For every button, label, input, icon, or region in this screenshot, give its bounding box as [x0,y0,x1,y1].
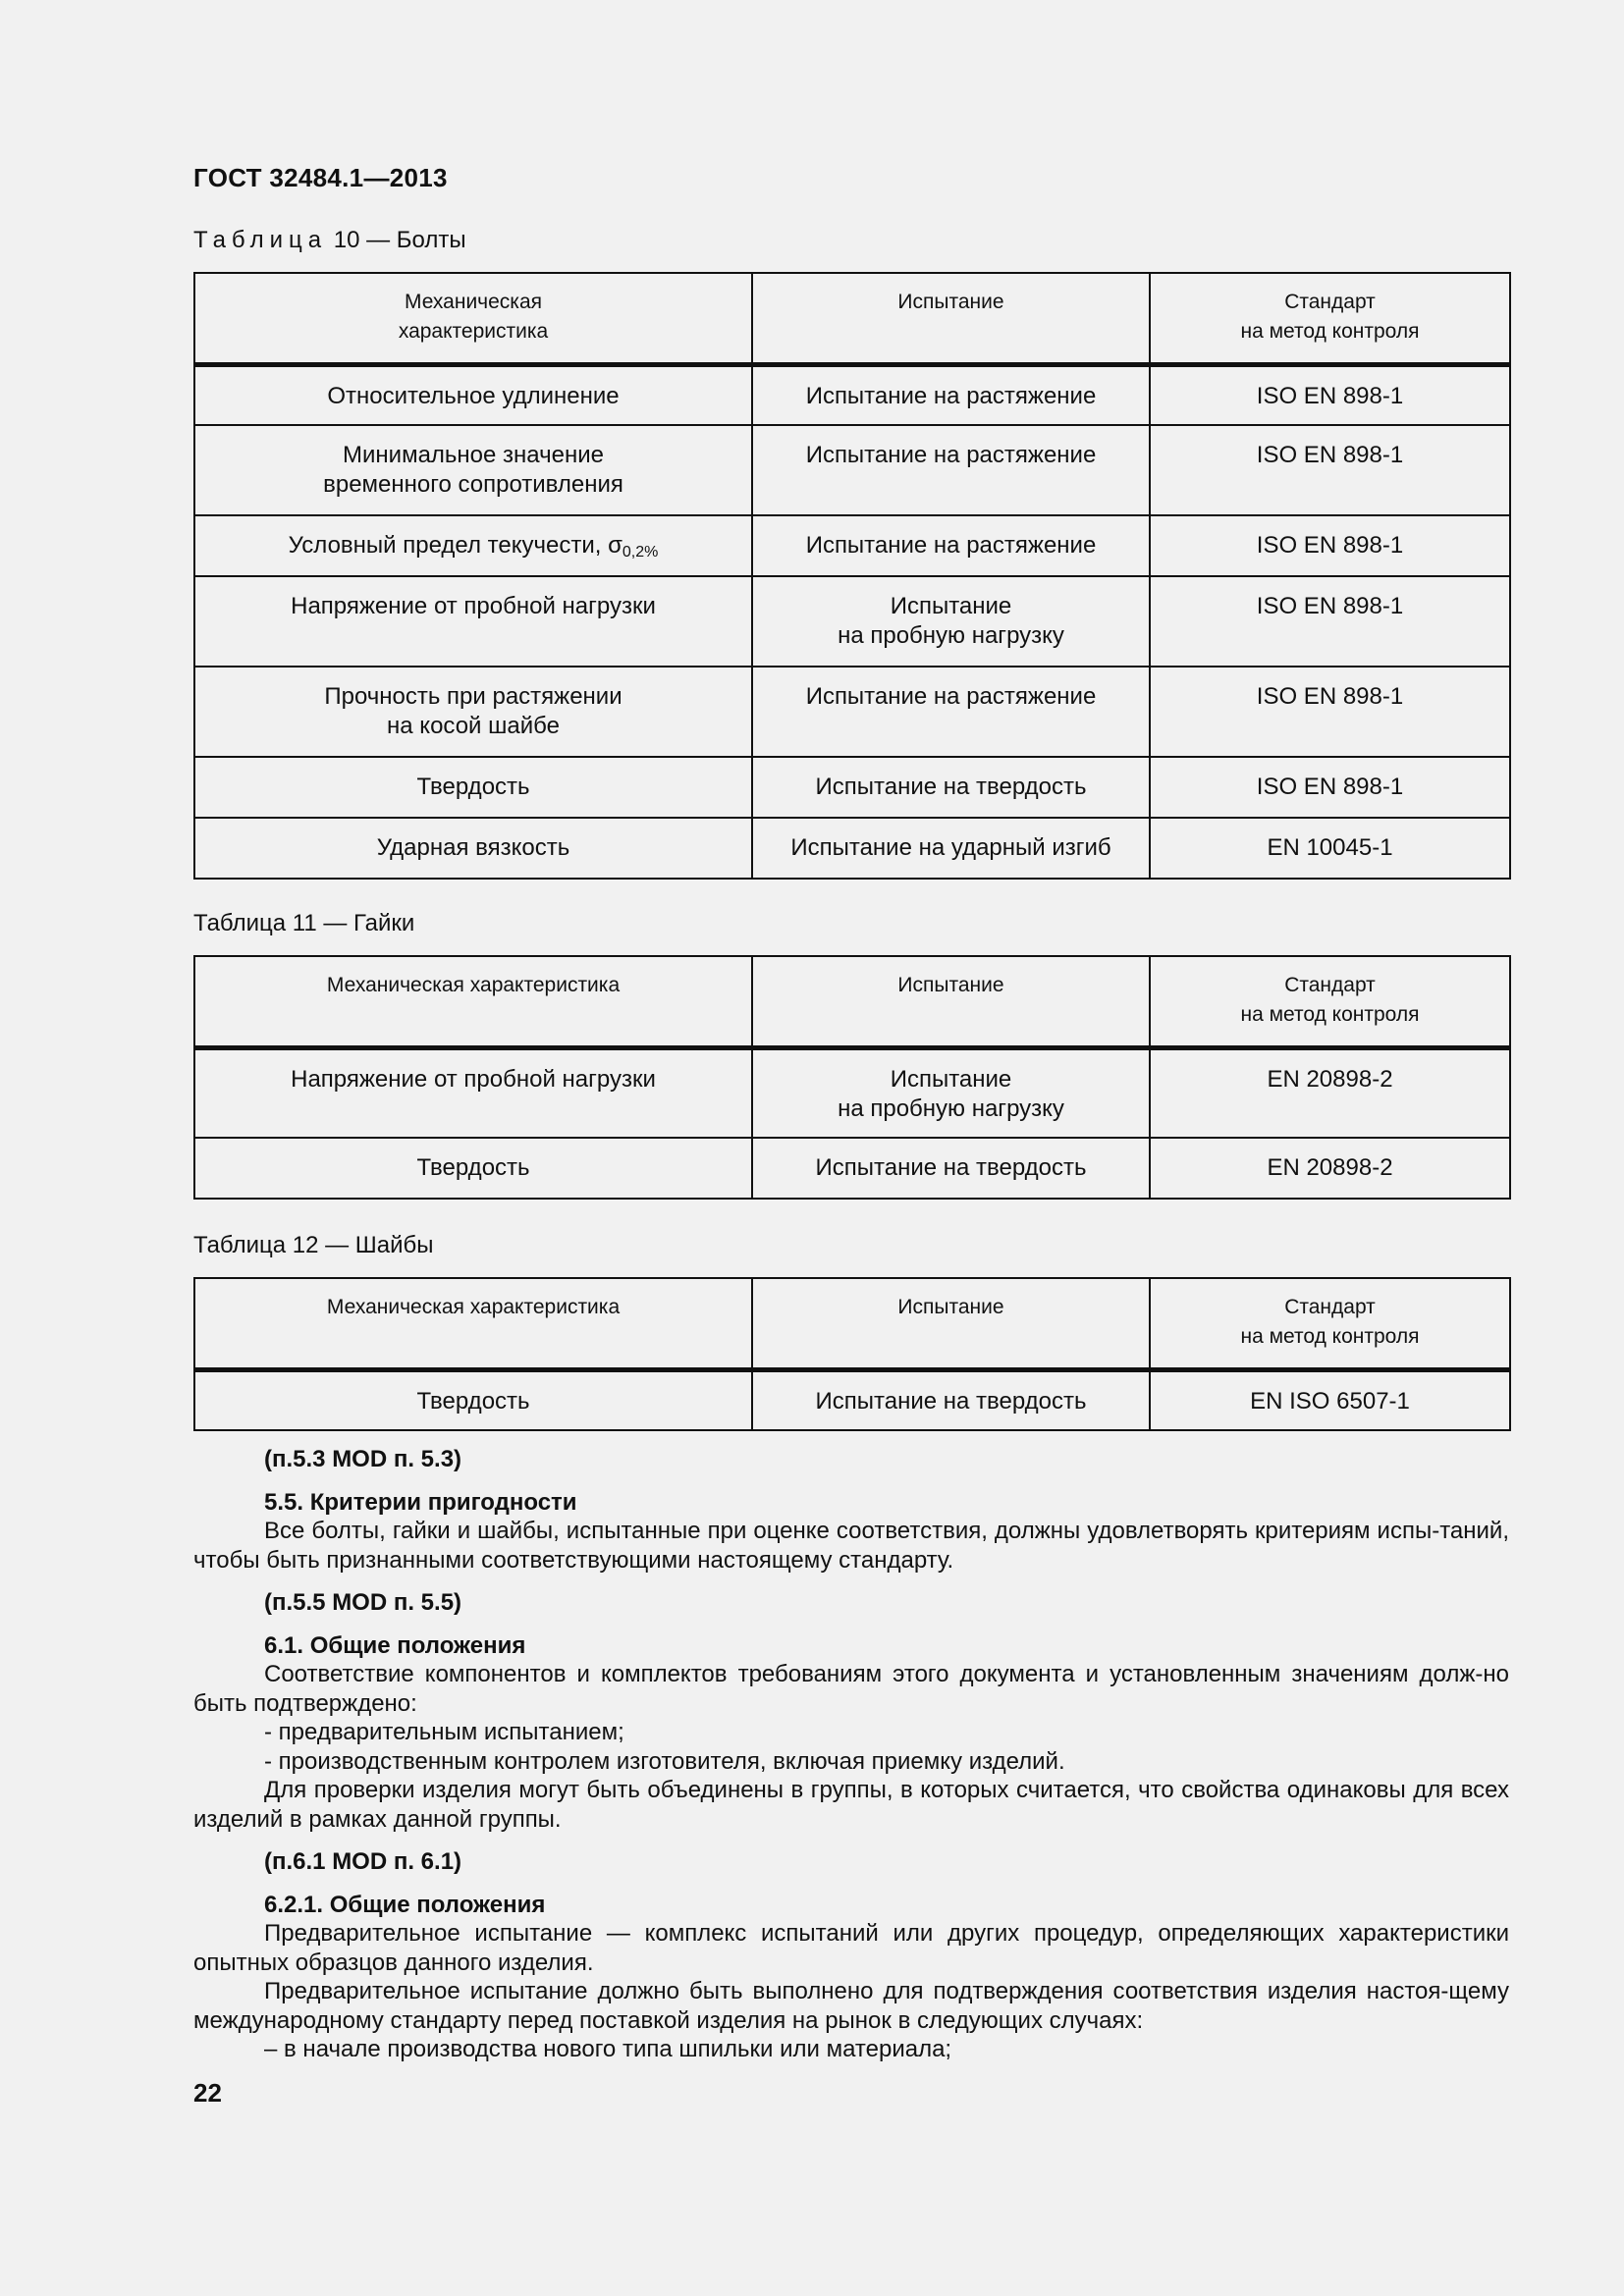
cell-text: Минимальное значение [343,442,604,468]
paragraph-6-1: Соответствие компонентов и комплектов требованиям этого документа и установленным значениям долж-но быть подтверждено: [193,1661,1509,1717]
table-row [194,667,1510,757]
cell-text: Испытание на растяжение [805,532,1097,559]
cell-standard: ISO EN 898-1 [1150,667,1510,757]
cell-test [752,1047,1150,1138]
cell-text: Стандарт [1284,974,1376,996]
cell-text: Условный предел текучести, σ [288,532,623,559]
cell-text: Испытание на твердость [815,1387,1087,1415]
cell-text: Испытание [897,291,1004,313]
cell-text: Испытание [890,593,1012,619]
column-header-characteristic [194,956,752,1047]
cell-text: Механическая характеристика [326,974,621,996]
cell-standard: ISO EN 898-1 [1150,576,1510,667]
cell-text: Напряжение от пробной нагрузки [291,1065,656,1093]
cell-text: Механическая [404,291,543,313]
cell-characteristic [194,576,752,667]
cell-text: Ударная вязкость [376,834,570,861]
cell-text: Испытание на растяжение [805,382,1097,409]
cell-test [752,515,1150,576]
column-header-standard [1150,1278,1510,1369]
cell-text: Стандарт [1284,1296,1376,1318]
cell-text: временного сопротивления [323,471,623,498]
table-header-row [194,273,1510,364]
cell-standard: ISO EN 898-1 [1150,425,1510,515]
table-row [194,515,1510,576]
cell-text: на пробную нагрузку [838,622,1064,649]
cell-characteristic [194,818,752,879]
cell-text: Испытание на твердость [815,774,1087,800]
cell-test [752,818,1150,879]
cell-text: на пробную нагрузку [838,1095,1064,1122]
cell-test [752,667,1150,757]
cell-standard: ISO EN 898-1 [1150,515,1510,576]
cell-text: на метод контроля [1240,1325,1420,1348]
section-heading-6-2-1: 6.2.1. Общие положения [264,1891,546,1918]
cell-text: Испытание на ударный изгиб [790,834,1111,861]
paragraph-6-2-1-a: Предварительное испытание — комплекс испытаний или других процедур, определяющих характеристики опытных образцов данного изделия. [193,1920,1509,1976]
cell-test [752,1369,1150,1430]
paragraph-5-5: Все болты, гайки и шайбы, испытанные при оценке соответствия, должны удовлетворять критериям испы-таний, чтобы быть признанными соответствующими настоящему стандарту. [193,1518,1509,1574]
list-item: – в начале производства нового типа шпильки или материала; [264,2036,952,2062]
cell-text: Механическая характеристика [326,1296,621,1318]
cell-standard: EN 20898-2 [1150,1047,1510,1138]
cell-text: Твердость [416,1387,530,1415]
column-header-test [752,956,1150,1047]
table-row [194,1138,1510,1199]
list-item: - предварительным испытанием; [264,1719,624,1745]
cell-characteristic [194,515,752,576]
page-number: 22 [193,2078,222,2108]
cell-text: характеристика [398,320,549,343]
body-text [193,1445,1509,2064]
cell-text: Напряжение от пробной нагрузки [291,593,656,619]
cell-text: на метод контроля [1240,1003,1420,1026]
cell-test [752,757,1150,818]
cell-characteristic [194,667,752,757]
cell-text: Испытание [897,1296,1004,1318]
cell-standard: ISO EN 898-1 [1150,757,1510,818]
cell-text: Относительное удлинение [327,382,620,409]
cell-characteristic [194,1047,752,1138]
table-row [194,818,1510,879]
table-row [194,576,1510,667]
cell-characteristic [194,1138,752,1199]
table-row [194,425,1510,515]
mod-note-5-5: (п.5.5 MOD п. 5.5) [264,1589,462,1616]
cell-characteristic [194,425,752,515]
cell-test [752,1138,1150,1199]
table-header-row [194,1278,1510,1369]
cell-text: на метод контроля [1240,320,1420,343]
cell-text: Испытание [890,1065,1012,1093]
mod-note-5-3: (п.5.3 MOD п. 5.3) [264,1446,462,1472]
document-header: ГОСТ 32484.1—2013 [193,163,448,192]
table-header-row [194,956,1510,1047]
cell-text: Испытание [897,974,1004,996]
section-heading-6-1: 6.1. Общие положения [264,1631,526,1659]
table-10-caption-rest: 10 — Болты [327,227,466,253]
table-10-caption-word: Таблица [193,227,328,253]
table-10-bolts [193,272,1511,880]
cell-text: Твердость [416,774,530,800]
paragraph-6-2-1-b: Предварительное испытание должно быть выполнено для подтверждения соответствия изделия настоя-щему международному стандарту перед поставкой изделия на рынок в следующих случаях: [193,1978,1509,2034]
cell-test [752,425,1150,515]
list-item: - производственным контролем изготовителя, включая приемку изделий. [264,1747,1065,1775]
column-header-characteristic [194,273,752,364]
cell-characteristic [194,757,752,818]
table-11-nuts [193,955,1511,1200]
table-row [194,1047,1510,1138]
cell-characteristic [194,364,752,425]
cell-text: Прочность при растяжении [324,683,623,710]
column-header-test [752,273,1150,364]
cell-standard: EN 20898-2 [1150,1138,1510,1199]
cell-text: Испытание на твердость [815,1154,1087,1181]
cell-test [752,364,1150,425]
cell-characteristic [194,1369,752,1430]
column-header-standard [1150,956,1510,1047]
column-header-characteristic [194,1278,752,1369]
cell-text: Испытание на растяжение [805,442,1097,468]
cell-text: Стандарт [1284,291,1376,313]
cell-text: Твердость [416,1154,530,1181]
cell-standard: EN 10045-1 [1150,818,1510,879]
subscript: 0,2% [622,544,659,561]
column-header-standard [1150,273,1510,364]
cell-text: Испытание на растяжение [805,683,1097,710]
cell-standard: ISO EN 898-1 [1150,364,1510,425]
table-10-caption [193,227,466,254]
table-row [194,757,1510,818]
cell-test [752,576,1150,667]
table-12-washers [193,1277,1511,1431]
cell-standard: EN ISO 6507-1 [1150,1369,1510,1430]
cell-text: на косой шайбе [387,713,560,739]
table-row [194,1369,1510,1430]
section-heading-5-5: 5.5. Критерии пригодности [264,1488,577,1516]
column-header-test [752,1278,1150,1369]
mod-note-6-1: (п.6.1 MOD п. 6.1) [264,1848,462,1875]
table-11-caption: Таблица 11 — Гайки [193,910,415,936]
paragraph-6-1-groups: Для проверки изделия могут быть объединены в группы, в которых считается, что свойства одинаковы для всех изделий в рамках данной группы. [193,1777,1509,1833]
table-12-caption: Таблица 12 — Шайбы [193,1232,434,1258]
table-row [194,364,1510,425]
